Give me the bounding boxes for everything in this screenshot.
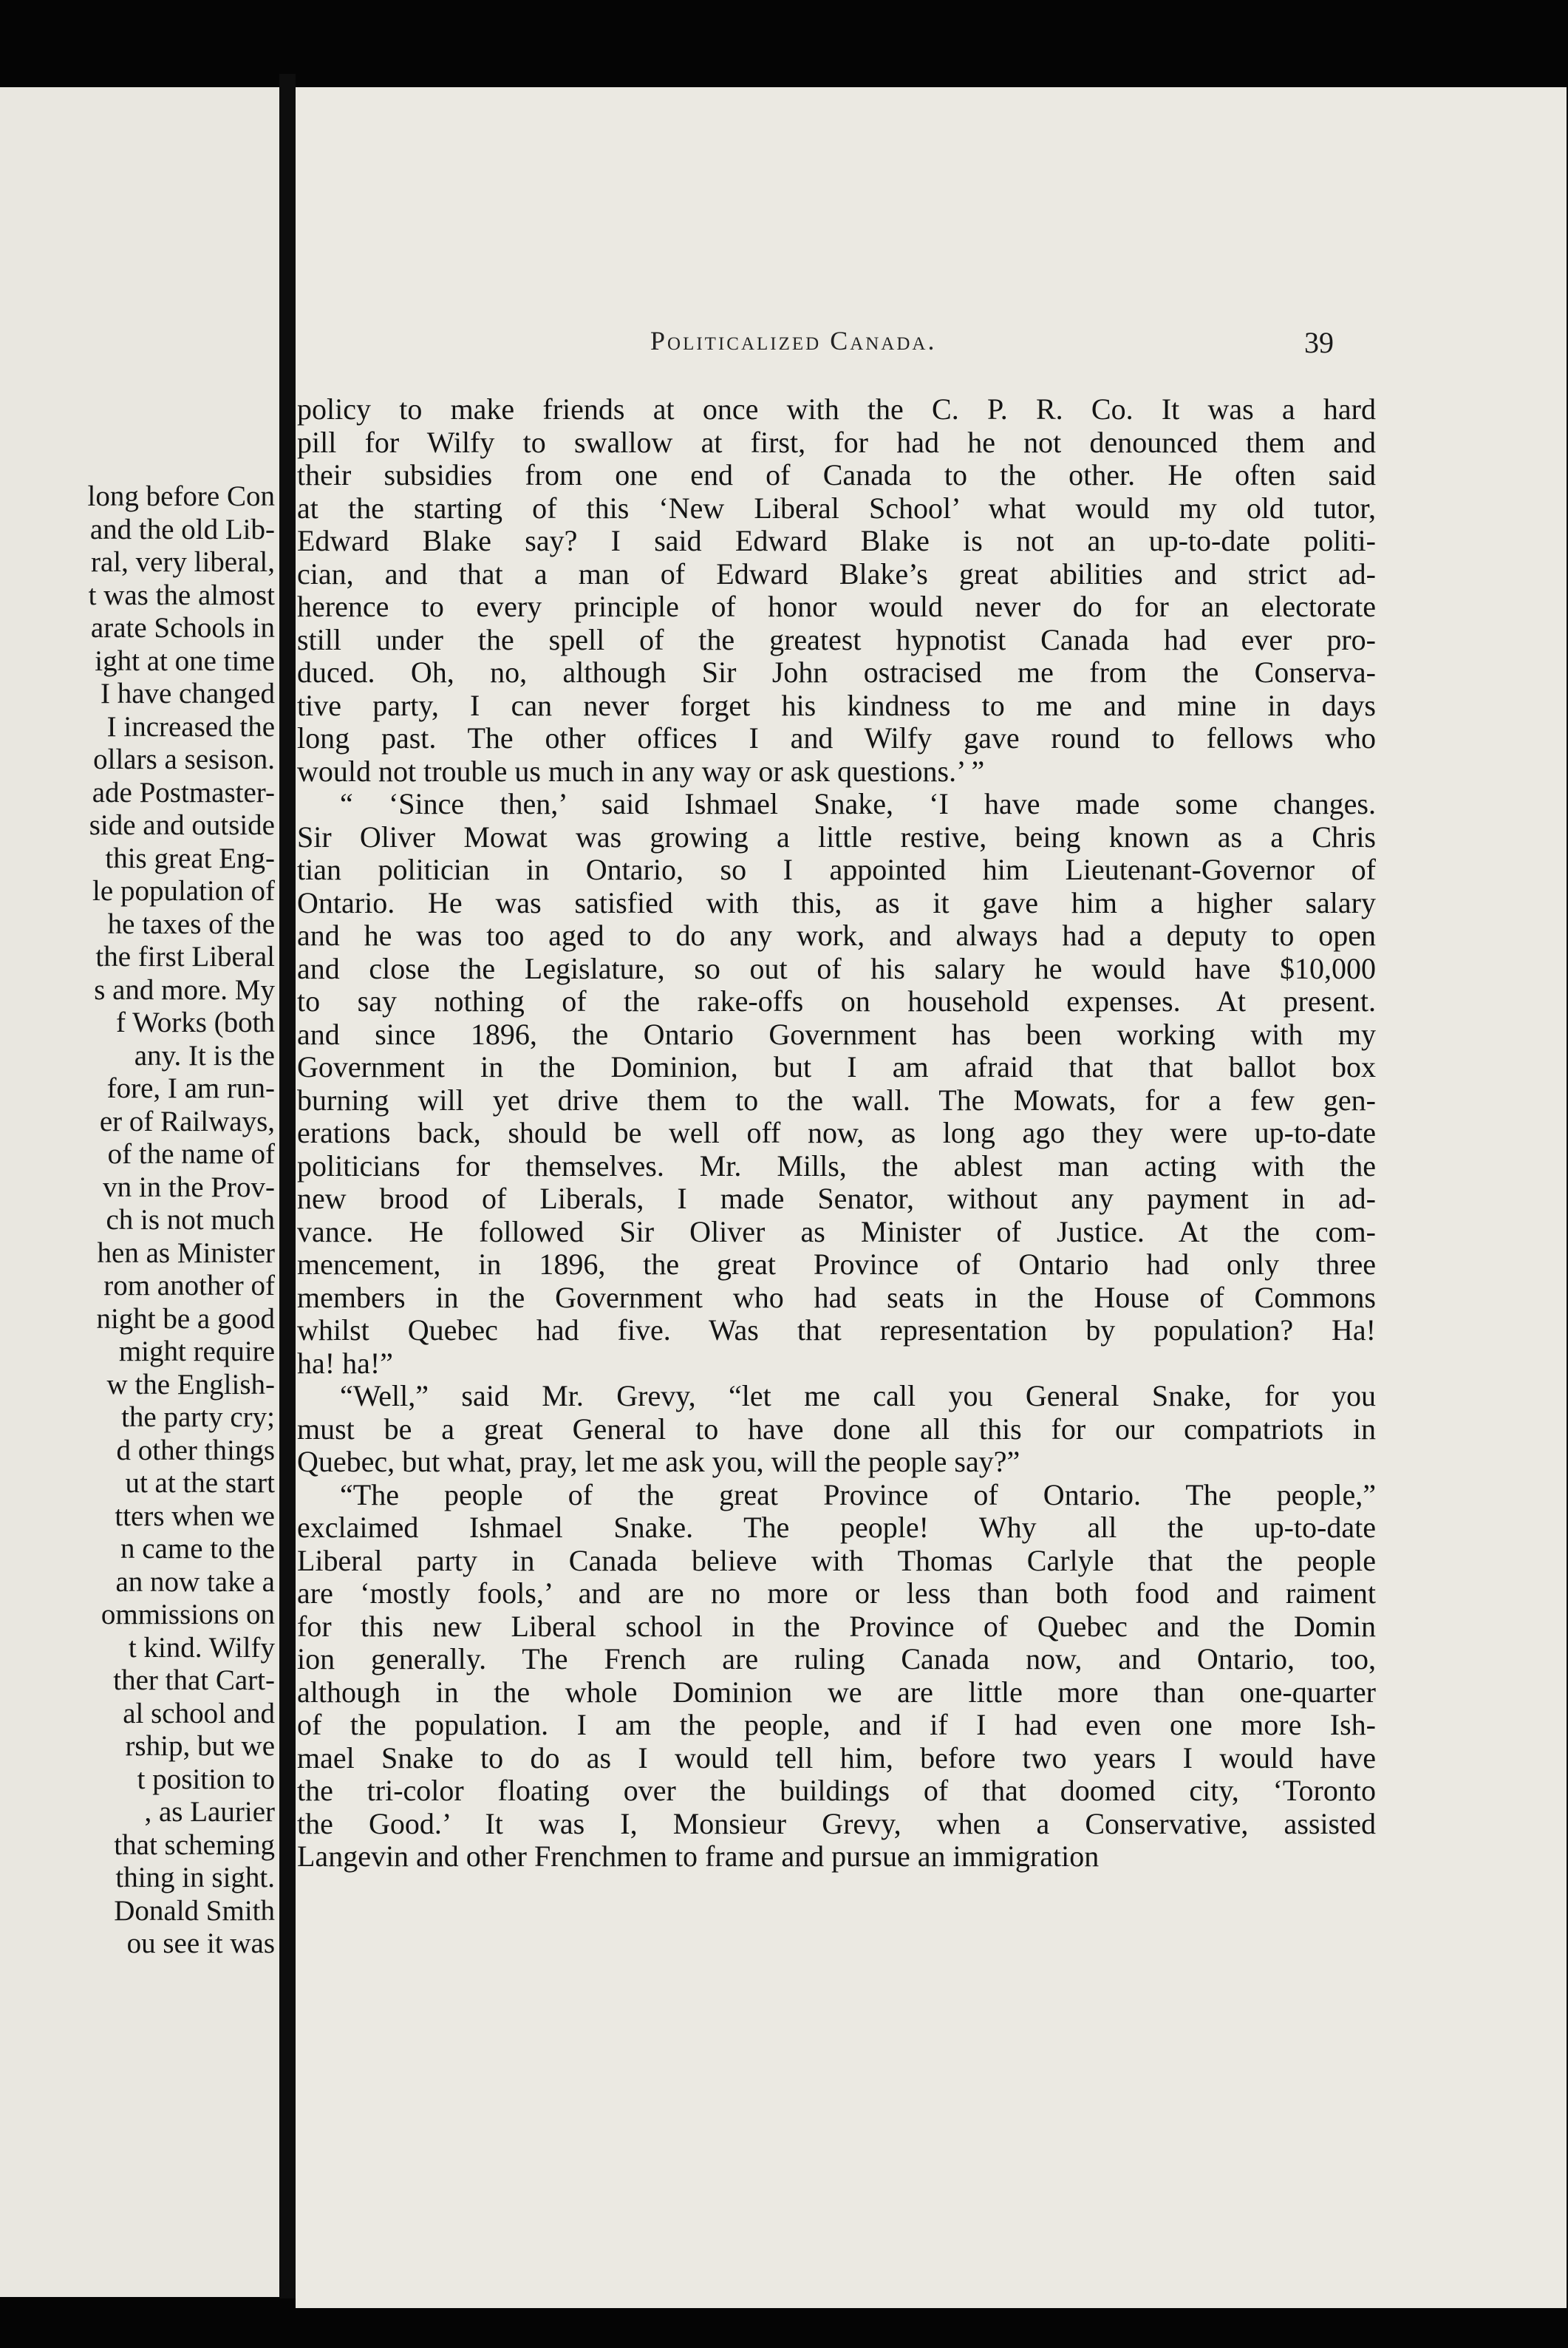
body-line: are ‘mostly fools,’ and are no more or less than both food and raiment — [297, 1576, 1376, 1610]
body-line: Sir Oliver Mowat was growing a little restive, being known as a Chris — [297, 820, 1376, 854]
body-line: and close the Legislature, so out of his salary he would have $10,000 — [297, 951, 1376, 985]
running-head: Politicalized Canada. — [650, 326, 937, 355]
left-page-line: t position to — [137, 1763, 275, 1795]
left-page-line: fore, I am run- — [106, 1072, 275, 1104]
left-page-line: tters when we — [115, 1500, 275, 1532]
left-page-line: any. It is the — [134, 1039, 275, 1072]
body-line: Liberal party in Canada believe with Thomas Carlyle that the people — [297, 1543, 1376, 1577]
left-page-line: Donald Smith — [114, 1894, 275, 1927]
body-line: politicians for themselves. Mr. Mills, the ablest man acting with the — [297, 1149, 1376, 1182]
left-page-line: rship, but we — [125, 1730, 275, 1762]
body-line: new brood of Liberals, I made Senator, without any payment in ad- — [297, 1182, 1376, 1215]
left-page-line: , as Laurier — [144, 1796, 275, 1828]
left-page-line: arate Schools in — [90, 612, 275, 644]
body-line: herence to every principle of honor would never do for an electorate — [297, 590, 1376, 623]
left-page-line: t kind. Wilfy — [128, 1631, 275, 1664]
body-line: ion generally. The French are ruling Canada now, and Ontario, too, — [297, 1642, 1376, 1675]
body-line: at the starting of this ‘New Liberal School’ what would my old tutor, — [297, 491, 1376, 525]
body-line: tian politician in Ontario, so I appointed him Lieutenant-Governor of — [297, 853, 1376, 886]
left-page-text — [0, 480, 275, 1961]
left-page-line: le population of — [92, 875, 275, 907]
body-line: pill for Wilfy to swallow at first, for had he not denounced them and — [297, 425, 1376, 459]
body-text — [297, 393, 1376, 1874]
left-page-line: vn in the Prov- — [103, 1171, 275, 1203]
body-line: their subsidies from one end of Canada to the other. He often said — [297, 458, 1376, 491]
body-line: members in the Government who had seats in the House of Commons — [297, 1280, 1376, 1314]
body-line: tive party, I can never forget his kindness to me and mine in days — [297, 688, 1376, 722]
body-line: would not trouble us much in any way or ask questions.’ ” — [297, 754, 985, 788]
left-page-line: side and outside — [89, 809, 275, 841]
left-page-line: the party cry; — [121, 1401, 275, 1433]
left-page-line: d other things — [116, 1434, 275, 1466]
left-page-line: the first Liberal — [95, 941, 275, 973]
body-line: of the population. I am the people, and if I had even one more Ish- — [297, 1708, 1376, 1741]
left-page-line: an now take a — [115, 1565, 275, 1598]
left-page-line: w the English- — [106, 1368, 275, 1401]
body-line: long past. The other offices I and Wilfy gave round to fellows who — [297, 721, 1376, 755]
body-line: for this new Liberal school in the Province of Quebec and the Domin — [297, 1609, 1376, 1643]
left-page-line: ight at one time — [95, 644, 275, 677]
body-line: “Well,” said Mr. Grevy, “let me call you General Snake, for you — [340, 1379, 1376, 1412]
left-page — [0, 87, 279, 2297]
left-page-line: might require — [118, 1335, 275, 1367]
body-line: exclaimed Ishmael Snake. The people! Why all the up-to-date — [297, 1511, 1376, 1544]
left-page-line: t was the almost — [88, 579, 275, 611]
left-page-line: ther that Cart- — [113, 1664, 275, 1696]
left-page-line: this great Eng- — [105, 842, 275, 874]
left-page-line: f Works (both — [116, 1007, 275, 1038]
left-page-line: hen as Minister — [97, 1236, 275, 1269]
body-line: and since 1896, the Ontario Government has been working with my — [297, 1017, 1376, 1051]
body-line: burning will yet drive them to the wall. The Mowats, for a few gen- — [297, 1083, 1376, 1117]
left-page-line: ommissions on — [100, 1599, 275, 1630]
body-line: Ontario. He was satisfied with this, as it gave him a higher salary — [297, 885, 1376, 919]
left-page-line: ut at the start — [125, 1467, 275, 1499]
body-line: ha! ha!” — [297, 1346, 393, 1380]
body-line: the tri-color floating over the buildings of that doomed city, ‘Toronto — [297, 1774, 1376, 1807]
book-gutter — [279, 74, 296, 2298]
left-page-line: thing in sight. — [115, 1862, 275, 1893]
left-page-line: ade Postmaster- — [92, 776, 275, 809]
left-page-line: ch is not much — [106, 1204, 275, 1236]
body-line: “ ‘Since then,’ said Ishmael Snake, ‘I have made some changes. — [340, 787, 1376, 820]
left-page-line: er of Railways, — [99, 1105, 275, 1137]
left-page-line: of the name of — [107, 1138, 275, 1170]
left-page-line: ollars a sesison. — [93, 743, 275, 775]
body-line: “The people of the great Province of Ontario. The people,” — [340, 1477, 1376, 1511]
body-line: and he was too aged to do any work, and always had a deputy to open — [297, 919, 1376, 952]
left-page-line: and the old Lib- — [89, 513, 275, 545]
left-page-line: ral, very liberal, — [90, 546, 275, 578]
left-page-line: al school and — [123, 1697, 275, 1729]
left-page-line: I have changed — [100, 678, 275, 709]
body-line: must be a great General to have done all this for our compatriots in — [297, 1412, 1376, 1446]
left-page-line: I increased the — [106, 710, 275, 743]
body-line: vance. He followed Sir Oliver as Minister of Justice. At the com- — [297, 1214, 1376, 1248]
body-line: whilst Quebec had five. Was that representation by population? Ha! — [297, 1313, 1376, 1347]
body-line: Government in the Dominion, but I am afraid that that ballot box — [297, 1050, 1376, 1083]
body-line: mencement, in 1896, the great Province of Ontario had only three — [297, 1248, 1376, 1281]
body-line: Quebec, but what, pray, let me ask you, will the people say?” — [297, 1445, 1020, 1478]
body-line: Langevin and other Frenchmen to frame and pursue an immigration — [297, 1840, 1100, 1873]
left-page-line: ou see it was — [126, 1927, 275, 1959]
body-line: policy to make friends at once with the C. P. R. Co. It was a hard — [297, 392, 1376, 426]
body-line: cian, and that a man of Edward Blake’s great abilities and strict ad- — [297, 557, 1376, 591]
body-line: still under the spell of the greatest hypnotist Canada had ever pro- — [297, 622, 1376, 656]
body-line: erations back, should be well off now, as long ago they were up-to-date — [297, 1116, 1376, 1149]
left-page-line: long before Con — [87, 480, 275, 512]
body-line: mael Snake to do as I would tell him, before two years I would have — [297, 1740, 1376, 1774]
body-line: Edward Blake say? I said Edward Blake is not an up-to-date politi- — [297, 524, 1376, 557]
body-line: duced. Oh, no, although Sir John ostracised me from the Conserva- — [297, 656, 1376, 689]
left-page-line: he taxes of the — [107, 908, 275, 940]
left-page-line: night be a good — [96, 1302, 275, 1335]
body-line: the Good.’ It was I, Monsieur Grevy, when a Conservative, assisted — [297, 1806, 1376, 1840]
left-page-line: rom another of — [103, 1270, 275, 1301]
left-page-line: n came to the — [120, 1533, 275, 1565]
left-page-line: s and more. My — [94, 973, 275, 1006]
body-line: although in the whole Dominion we are little more than one-quarter — [297, 1675, 1376, 1709]
page-number: 39 — [1304, 326, 1334, 359]
body-line: to say nothing of the rake-offs on household expenses. At present. — [297, 984, 1376, 1018]
left-page-line: that scheming — [114, 1828, 275, 1861]
